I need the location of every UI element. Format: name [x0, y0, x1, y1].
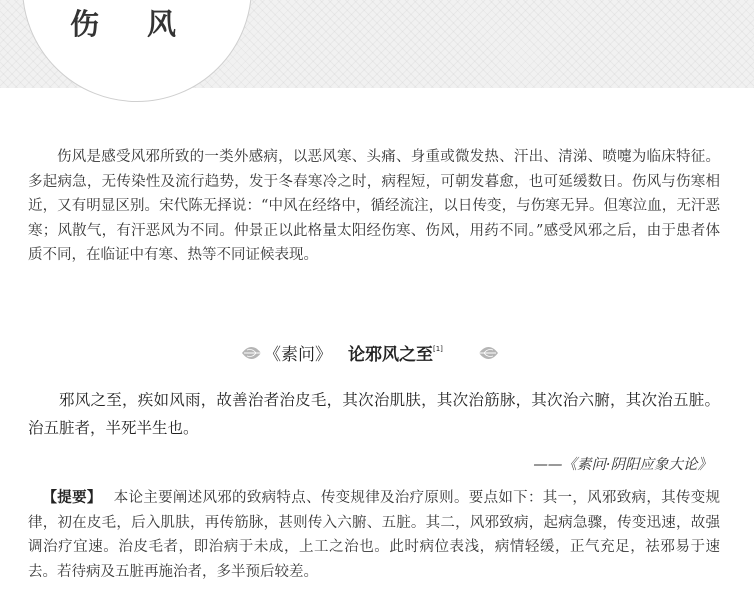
classic-quote: 邪风之至，疾如风雨，故善治者治皮毛，其次治肌肤，其次治筋脉，其次治六腑，其次治五脏。治五脏者，半死半生也。 — [28, 391, 720, 437]
leaf-ornament-icon — [478, 342, 500, 364]
section-heading — [240, 338, 500, 370]
section-book-title: 《素问》 — [264, 345, 332, 365]
chapter-title: 伤风 — [70, 7, 225, 41]
commentary-text: 本论主要阐述风邪的致病特点、传变规律及治疗原则。要点如下：其一，风邪致病，其传变规律，初在皮毛，后入肌肤，再传筋脉，甚则传入六腑、五脏。其二，风邪致病，起病急骤，传变迅速，故强调治疗宜速。治皮毛者，即治病于未成，上工之治也。此时病位表浅，病情轻缓，正气充足，祛邪易于速去。若待病及五脏再施治者，多半预后较差。 — [28, 490, 721, 580]
section-title-text: 论邪风之至 — [348, 345, 433, 365]
footnote-mark: [1] — [433, 345, 443, 353]
commentary-paragraph — [28, 486, 720, 584]
intro-paragraph: 伤风是感受风邪所致的一类外感病，以恶风寒、头痛、身重或微发热、汗出、清涕、喷嚏为临床特征。多起病急，无传染性及流行趋势，发于冬春寒冷之时，病程短，可朝发暮愈，也可延缓数日。伤风与伤寒相近，又有明显区别。宋代陈无择说：“中风在经络中，循经流注，以日传变，与伤寒无异。但寒泣血，无汗恶寒；风散气，有汗恶风为不同。仲景正以此格量太阳经伤寒、伤风，用药不同。”感受风邪之后，由于患者体质不同，在临证中有寒、热等不同证候表现。 — [28, 149, 720, 263]
section-title — [264, 340, 478, 368]
leaf-ornament-icon — [240, 342, 262, 364]
quote-source: ——《素问·阴阳应象大论》 — [533, 457, 712, 473]
commentary-label: 【提要】 — [42, 490, 102, 506]
